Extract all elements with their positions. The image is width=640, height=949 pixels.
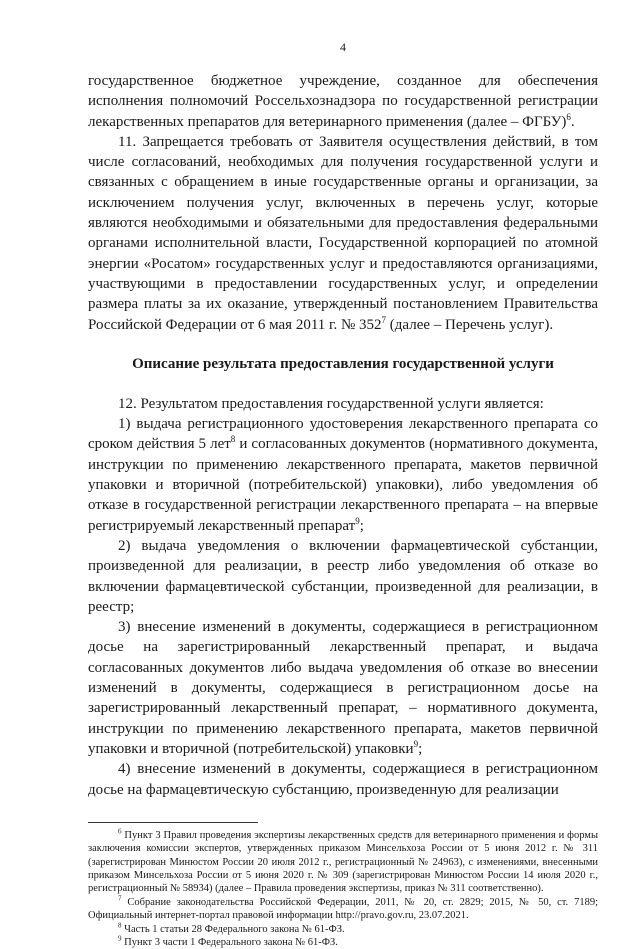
paragraph-text: 11. Запрещается требовать от Заявителя осуществления действий, в том числе согласований, необходимых для получения государственной услуги и связанных с обращением в иные государственные органы и организации, за исключением получения услуг, включенных в перечень услуг, которые являются необходимыми и обязательными для предоставления федеральными органами исполнительной власти, Государственной корпорацией по атомной энергии «Росатом» государственных услуг и предоставляются организациями, участвующими в предоставлении государственных услуг, и определении размера платы за их оказание, утвержденный постановлением Правительства Российской Федерации от 6 мая 2011 г. № 352 (88, 133, 598, 333)
paragraph-text: 3) внесение изменений в документы, содержащиеся в регистрационном досье на зарегистрированный лекарственный препарат, и выдача согласованных документов либо выдача уведомления об отказе во внесении изменений в документы, содержащиеся в регистрационном досье на зарегистрированный лекарственный препарат, – нормативного документа, инструкции по применению лекарственного препарата, макетов первичной упаковки и вторичной (потребительской) упаковки (88, 619, 598, 757)
footnote-text: Пункт 3 Правил проведения экспертизы лекарственных средств для ветеринарного применения и формы заключения комиссии экспертов, утвержденных приказом Минсельхоза России от 5 июня 2012 г. № 311 (зарегистрирован Минюстом России 20 июля 2012 г., регистрационный № 24963), с изменениями, внесенными приказом Минсельхоза России от 5 июня 2020 г. № 309 (зарегистрирован Минюстом России 14 июля 2020 г., регистрационный № 58934) (далее – Правила проведения экспертизы, приказ № 311 соответственно). (88, 829, 598, 895)
list-item-2: 2) выдача уведомления о включении фармацевтической субстанции, произведенной для реализации, в реестр либо уведомления об отказе во включении фармацевтической субстанции, произведенной для реализации, в реестр; (88, 537, 598, 615)
footnote-mark: 8 (118, 921, 122, 930)
footnote-ref: 9 (355, 515, 360, 526)
footnote-mark: 9 (118, 934, 122, 943)
footnote-divider (88, 822, 258, 823)
list-item-3 (88, 617, 598, 759)
footnote-9 (88, 936, 598, 949)
footnote-8 (88, 923, 598, 936)
footnote-6 (88, 829, 598, 896)
paragraph-11 (88, 132, 598, 335)
paragraph-12: 12. Результатом предоставления государственной услуги является: (118, 395, 544, 412)
footnote-7 (88, 896, 598, 923)
paragraph-fgbu (88, 71, 598, 132)
footnote-mark: 6 (118, 827, 122, 836)
paragraph-text: ; (418, 740, 423, 757)
paragraph-text: и согласованных документов (нормативного документа, инструкции по применению лекарственного препарата, макетов первичной упаковки и вторичной (потребительской) упаковки), либо уведомления об отказе в государственной регистрации лекарственного препарата – на впервые регистрируемый лекарственный препарат (88, 436, 598, 534)
paragraph-text: 1) выдача регистрационного удостоверения лекарственного препарата со сроком действия 5 лет (88, 416, 598, 453)
footnote-ref: 6 (566, 111, 571, 122)
footnote-text: Часть 1 статьи 28 Федерального закона № 61-ФЗ. (121, 923, 345, 935)
section-heading: Описание результата предоставления государственной услуги (132, 355, 554, 372)
page-number: 4 (340, 40, 346, 54)
footnotes (88, 829, 598, 949)
paragraph-text: государственное бюджетное учреждение, созданное для обеспечения исполнения полномочий Россельхознадзора по государственной регистрации лекарственных препаратов для ветеринарного применения (далее – ФГБУ) (88, 73, 598, 130)
paragraph-text: (далее – Перечень услуг). (386, 316, 554, 333)
footnote-mark: 7 (118, 894, 122, 903)
footnote-text: Пункт 3 части 1 Федерального закона № 61-ФЗ. (121, 937, 338, 949)
paragraph-text: . (570, 113, 575, 130)
list-item-4: 4) внесение изменений в документы, содержащиеся в регистрационном досье на фармацевтическую субстанцию, произведенную для реализации (88, 761, 598, 798)
list-item-1 (88, 414, 598, 536)
paragraph-text: ; (359, 517, 364, 534)
footnote-ref: 8 (230, 434, 236, 445)
footnote-text: Собрание законодательства Российской Федерации, 2011, № 20, ст. 2829; 2015, № 50, ст. 7189; Официальный интернет-портал правовой информации http://pravo.gov.ru, 23.07.2021. (88, 896, 598, 922)
footnote-ref: 9 (413, 738, 419, 749)
footnote-ref: 7 (381, 314, 387, 325)
